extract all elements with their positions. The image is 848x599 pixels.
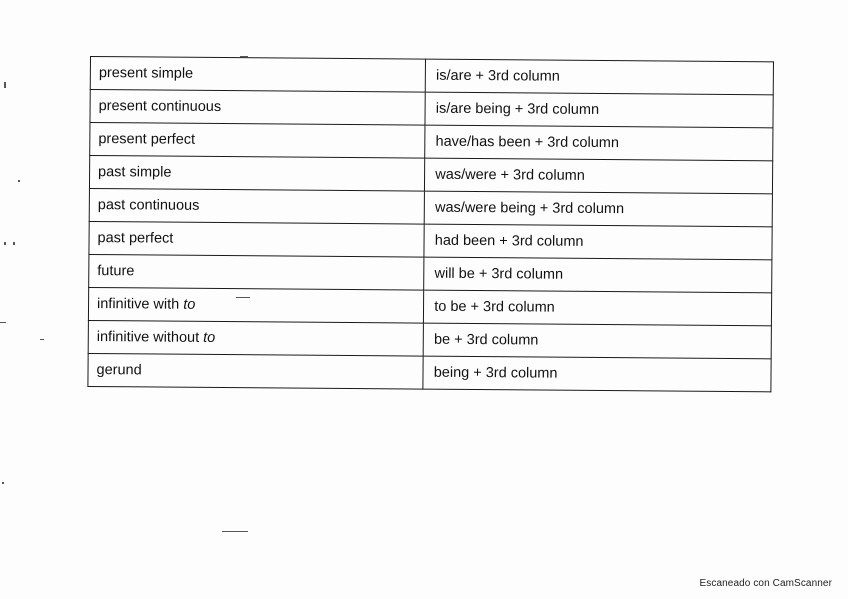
tense-cell: [90, 90, 425, 126]
table-row: [90, 57, 773, 95]
scan-speck: [18, 180, 20, 182]
table-row: [90, 90, 773, 128]
tense-cell: [89, 254, 424, 290]
form-cell: had been + 3rd column: [424, 224, 772, 260]
form-cell: to be + 3rd column: [424, 290, 772, 326]
tense-cell: [88, 353, 423, 389]
form-cell: be + 3rd column: [423, 323, 771, 359]
scan-speck: [0, 322, 6, 323]
scan-speck: [4, 242, 6, 245]
tense-cell: [90, 123, 425, 159]
tense-cell: [88, 287, 423, 323]
tense-label: present continuous: [98, 97, 222, 115]
tense-label: past continuous: [97, 196, 200, 214]
form-cell: being + 3rd column: [423, 356, 771, 392]
tense-label: infinitive without: [96, 328, 204, 346]
form-cell: is/are being + 3rd column: [425, 92, 773, 128]
tense-label: future: [97, 262, 135, 280]
form-cell: was/were + 3rd column: [425, 158, 773, 194]
scan-speck: [2, 482, 4, 484]
scan-speck: [222, 531, 248, 532]
scan-speck: [240, 56, 248, 57]
table-row: [89, 221, 772, 259]
form-cell: have/has been + 3rd column: [425, 125, 773, 161]
tense-cell: [89, 156, 424, 192]
scan-speck: [40, 339, 44, 340]
form-cell: is/are + 3rd column: [425, 59, 773, 95]
tense-label: past perfect: [97, 229, 174, 247]
table-row: [88, 287, 771, 325]
table-row: [89, 188, 772, 226]
scan-speck: [13, 242, 15, 245]
passive-voice-table: [87, 56, 774, 392]
tense-cell: [88, 320, 423, 356]
tense-label: past simple: [98, 163, 172, 181]
tense-label: present simple: [98, 64, 194, 82]
scan-speck: [4, 82, 6, 88]
tense-cell: [90, 57, 425, 93]
tense-label: gerund: [96, 361, 142, 379]
tense-italic: to: [203, 329, 216, 346]
camscanner-watermark: Escaneado con CamScanner: [699, 578, 832, 589]
form-cell: was/were being + 3rd column: [424, 191, 772, 227]
form-cell: will be + 3rd column: [424, 257, 772, 293]
tense-italic: to: [183, 296, 196, 313]
table-row: [90, 123, 773, 161]
tense-cell: [89, 221, 424, 257]
tense-label: present perfect: [98, 130, 196, 148]
table-row: [88, 320, 771, 358]
scan-speck: [236, 297, 250, 298]
table-row: [89, 156, 772, 194]
tense-label: infinitive with: [96, 295, 184, 313]
tense-cell: [89, 188, 424, 224]
table-row: [88, 353, 771, 391]
table-row: [89, 254, 772, 292]
